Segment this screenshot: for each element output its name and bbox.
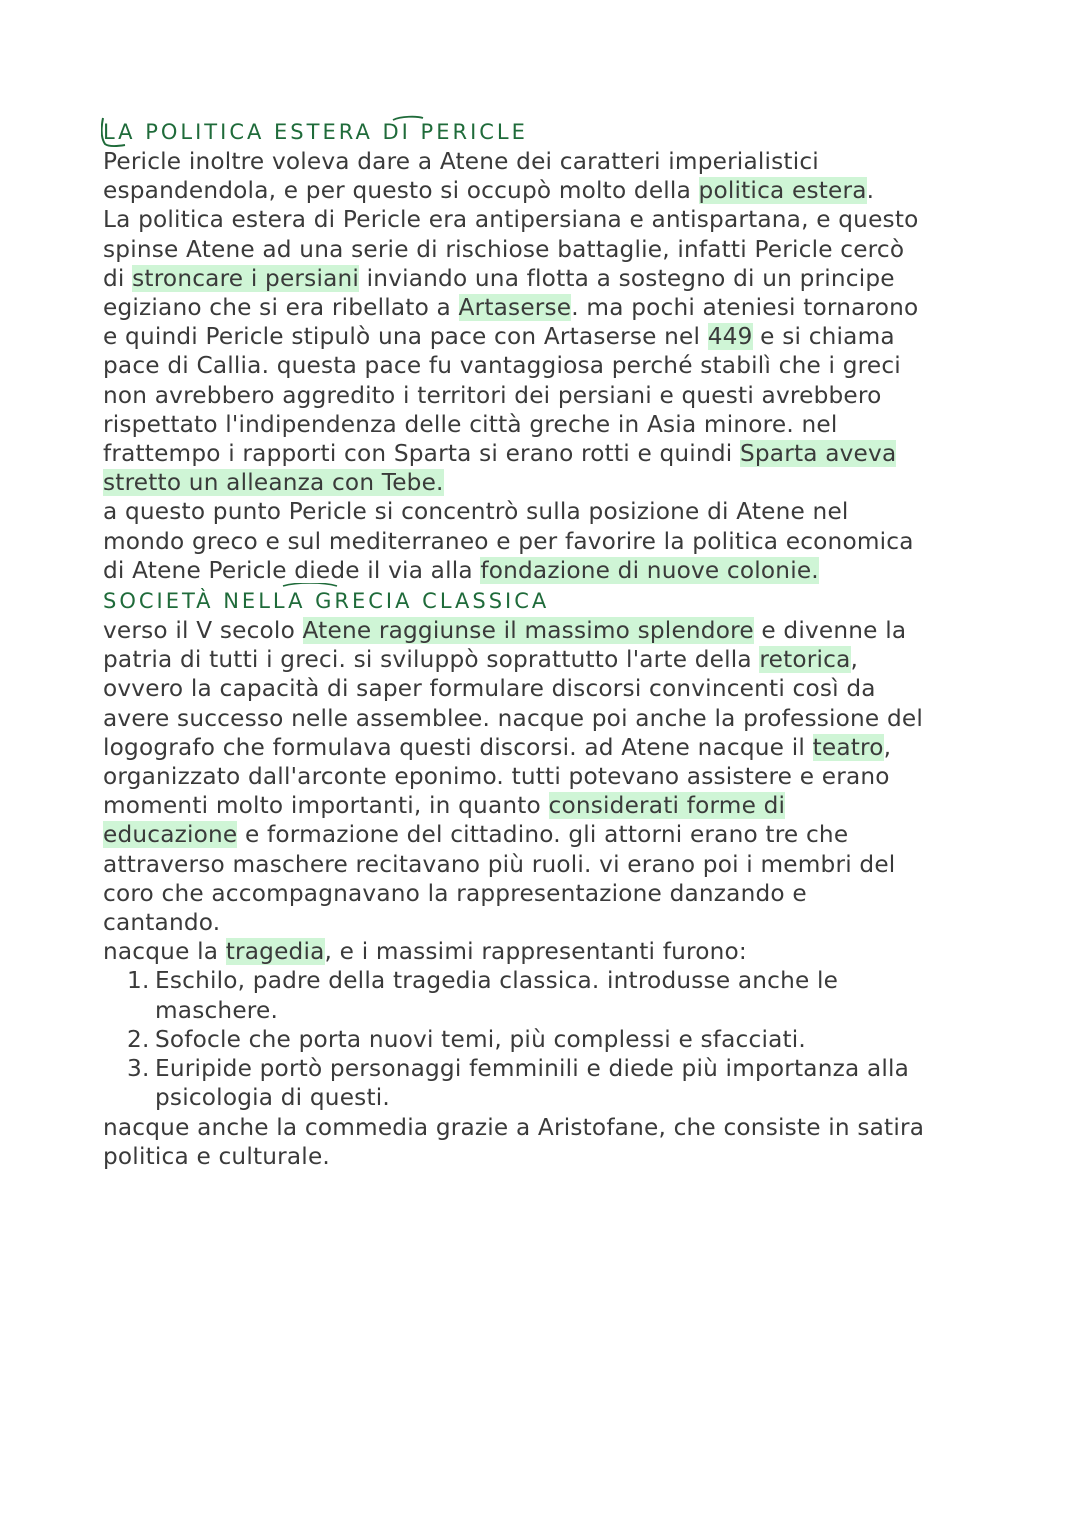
text-line [103, 176, 983, 205]
notes-content [103, 118, 983, 1171]
text-line [103, 235, 983, 264]
text-segment: nacque la [103, 938, 226, 966]
text-segment: Pericle inoltre voleva dare a Atene dei caratteri imperialistici [103, 148, 819, 175]
list-item-text: psicologia di questi. [155, 1084, 390, 1112]
highlighted-text: Sparta aveva [739, 440, 897, 468]
text-segment: a questo punto Pericle si concentrò sulla posizione di Atene nel [103, 498, 849, 526]
highlighted-text: politica estera [698, 177, 867, 205]
text-segment: verso il V secolo [103, 617, 303, 645]
text-line [103, 205, 983, 234]
section-body-politica-estera [103, 147, 983, 585]
text-line [103, 704, 983, 733]
text-segment: La politica estera di Pericle era antipersiana e antispartana, e questo [103, 206, 919, 234]
text-segment: e si chiama [752, 323, 895, 351]
highlighted-text: teatro [812, 733, 884, 761]
text-line [103, 616, 983, 645]
text-segment: espandendola, e per questo si occupò molto della [103, 177, 699, 205]
text-line [103, 293, 983, 322]
text-line: nacque anche la commedia grazie a Aristofane, che consiste in satira [103, 1113, 925, 1141]
text-segment: , [850, 646, 859, 674]
text-segment: spinse Atene ad una serie di rischiose battaglie, infatti Pericle cercò [103, 235, 905, 263]
text-segment: . [866, 177, 875, 205]
text-line [103, 674, 983, 703]
text-segment: mondo greco e sul mediterraneo e per favorire la politica economica [103, 527, 914, 555]
text-segment: cantando. [103, 909, 221, 937]
text-segment: coro che accompagnavano la rappresentazione danzando e [103, 879, 807, 907]
text-segment: rispettato l'indipendenza delle città greche in Asia minore. nel [103, 410, 838, 438]
list-item-number: 3. [127, 1055, 150, 1083]
text-line [103, 147, 983, 176]
highlighted-text: tragedia [225, 938, 325, 966]
text-line [103, 497, 983, 526]
text-line [103, 879, 983, 908]
text-segment: e divenne la [753, 617, 907, 645]
text-line [103, 322, 983, 351]
highlighted-text: stretto un alleanza con Tebe. [103, 469, 444, 497]
highlighted-text: Artaserse [458, 294, 572, 322]
highlighted-text: educazione [103, 821, 238, 849]
text-segment: pace di Callia. questa pace fu vantaggiosa perché stabilì che i greci [103, 352, 901, 380]
highlighted-text: Atene raggiunse il massimo splendore [302, 617, 754, 645]
text-segment: avere successo nelle assemblee. nacque poi anche la professione del [103, 704, 923, 732]
highlighted-text: fondazione di nuove colonie. [480, 556, 819, 584]
text-line [103, 937, 983, 966]
text-segment: ovvero la capacità di saper formulare discorsi convincenti così da [103, 675, 876, 703]
text-segment: frattempo i rapporti con Sparta si erano rotti e quindi [103, 440, 740, 468]
highlighted-text: 449 [707, 323, 753, 351]
text-segment: e quindi Pericle stipulò una pace con Artaserse nel [103, 323, 708, 351]
list-item-text: Euripide portò personaggi femminili e diede più importanza alla [155, 1055, 910, 1083]
list-item [103, 966, 983, 1024]
text-line [103, 439, 983, 468]
highlighted-text: considerati forme di [548, 792, 786, 820]
list-item [103, 1025, 983, 1054]
text-segment: di [103, 264, 133, 292]
text-segment: . ma pochi ateniesi tornarono [571, 294, 919, 322]
text-line [103, 908, 983, 937]
text-line [103, 410, 983, 439]
text-line [103, 733, 983, 762]
text-segment: , e i massimi rappresentanti furono: [324, 938, 747, 966]
text-line [103, 820, 983, 849]
text-segment: logografo che formulava questi discorsi. ad Atene nacque il [103, 733, 813, 761]
text-line [103, 381, 983, 410]
section-body-commedia [103, 1113, 983, 1171]
text-segment: inviando una flotta a sostegno di un principe [359, 264, 895, 292]
list-item [103, 1054, 983, 1112]
text-line [103, 791, 983, 820]
section-body-societa [103, 616, 983, 966]
section-heading-politica-estera [103, 118, 983, 147]
text-line [103, 351, 983, 380]
text-segment: momenti molto importanti, in quanto [103, 792, 549, 820]
list-item-text: maschere. [155, 996, 279, 1024]
text-line [103, 762, 983, 791]
text-segment: organizzato dall'arconte eponimo. tutti potevano assistere e erano [103, 763, 890, 791]
text-segment: attraverso maschere recitavano più ruoli. vi erano poi i membri del [103, 850, 896, 878]
highlighted-text: retorica [759, 646, 851, 674]
text-line [103, 850, 983, 879]
text-segment: non avrebbero aggredito i territori dei persiani e questi avrebbero [103, 381, 882, 409]
text-segment: egiziano che si era ribellato a [103, 294, 459, 322]
text-line [103, 527, 983, 556]
section-heading-text: SOCIETÀ NELLA GRECIA CLASSICA [103, 589, 550, 614]
section-heading-text: LA POLITICA ESTERA DI PERICLE [103, 120, 528, 144]
text-line [103, 264, 983, 293]
text-segment: e formazione del cittadino. gli attorni erano tre che [237, 821, 849, 849]
list-item-text: Eschilo, padre della tragedia classica. introdusse anche le [155, 967, 839, 995]
list-item-number: 1. [127, 967, 150, 995]
text-line [103, 556, 983, 585]
text-segment: , [883, 733, 892, 761]
text-segment: di Atene Pericle diede il via alla [103, 556, 481, 584]
text-segment: patria di tutti i greci. si sviluppò soprattutto l'arte della [103, 646, 760, 674]
tragedy-list [103, 966, 983, 1112]
list-item-text: Sofocle che porta nuovi temi, più complessi e sfacciati. [155, 1025, 807, 1053]
text-line [103, 645, 983, 674]
text-line [103, 468, 983, 497]
text-line: politica e culturale. [103, 1142, 330, 1170]
highlighted-text: stroncare i persiani [132, 264, 360, 292]
section-heading-societa [103, 587, 983, 616]
list-item-number: 2. [127, 1025, 150, 1053]
